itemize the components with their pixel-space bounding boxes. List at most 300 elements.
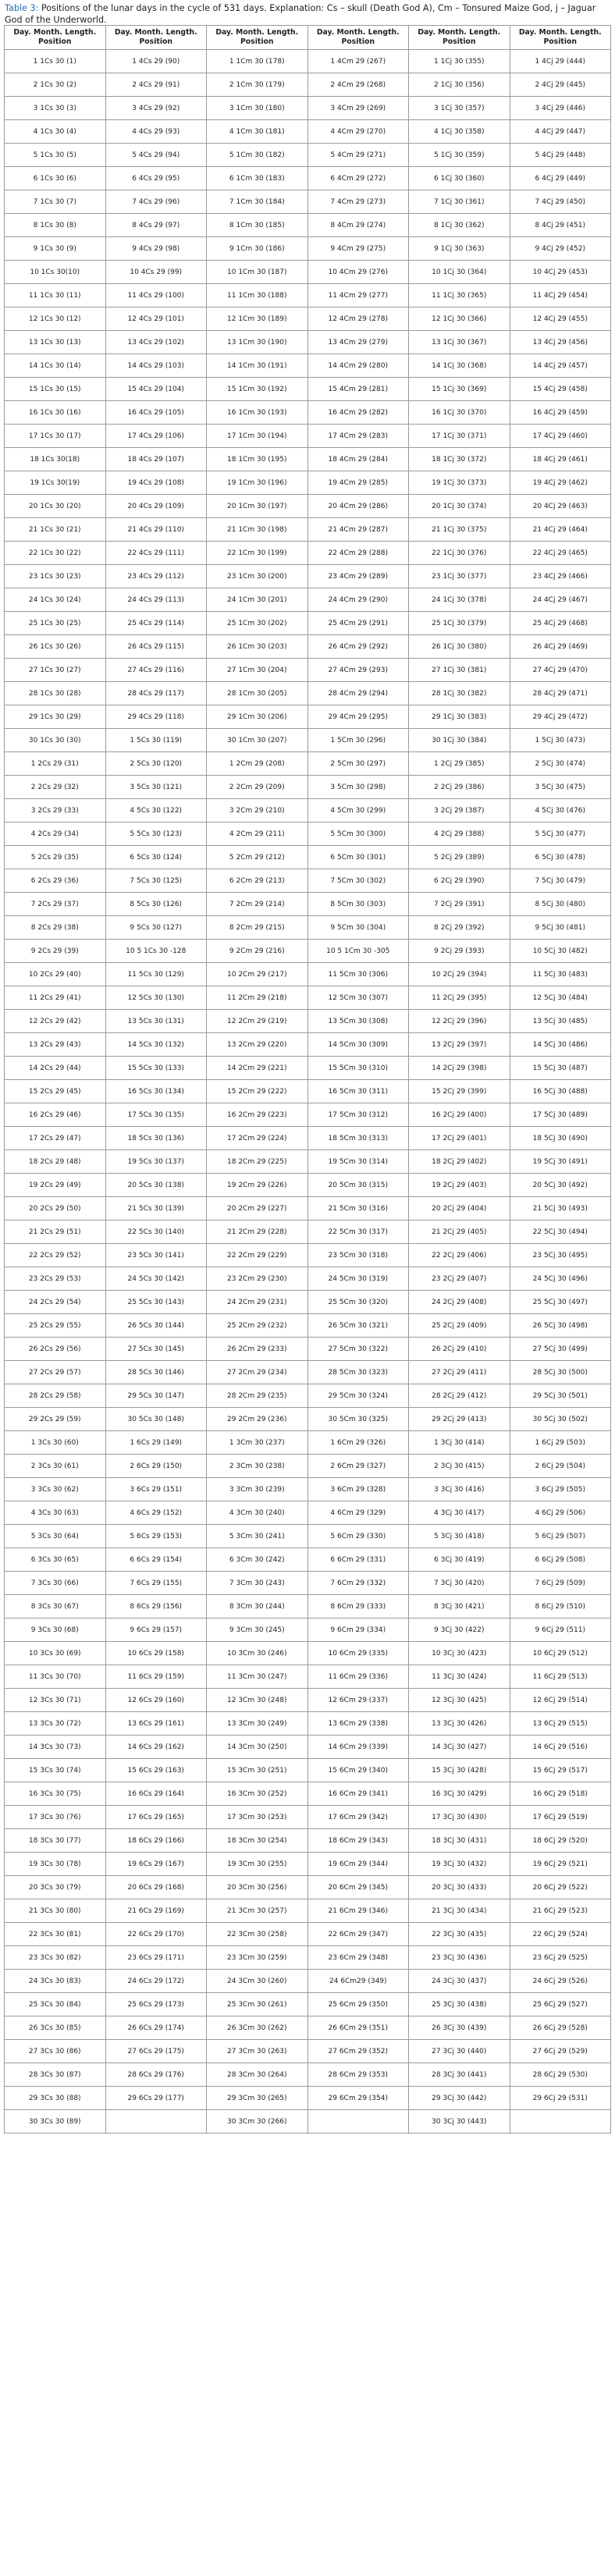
table-cell: 20 1Cj 30 (374) (409, 495, 510, 518)
table-cell: 17 1Cs 30 (17) (5, 425, 106, 448)
table-row (5, 1970, 611, 1993)
table-cell: 25 5Cs 30 (143) (105, 1291, 207, 1314)
table-cell: 25 5Cj 30 (497) (510, 1291, 611, 1314)
table-cell: 24 5Cm 30 (319) (308, 1267, 409, 1291)
table-cell: 18 2Cm 29 (225) (207, 1150, 308, 1174)
lunar-days-table (4, 25, 611, 2134)
table-cell: 14 6Cs 29 (162) (105, 1736, 207, 1759)
table-cell: 8 2Cm 29 (215) (207, 916, 308, 940)
table-row (5, 565, 611, 588)
table-cell: 22 5Cs 30 (140) (105, 1220, 207, 1244)
table-cell: 29 6Cm 29 (354) (308, 2087, 409, 2110)
table-cell: 29 6Cj 29 (531) (510, 2087, 611, 2110)
table-cell: 16 6Cm 29 (341) (308, 1782, 409, 1806)
table-cell: 18 1Cj 30 (372) (409, 448, 510, 471)
table-cell: 8 4Cm 29 (274) (308, 214, 409, 237)
table-row (5, 471, 611, 495)
table-cell: 27 2Cs 29 (57) (5, 1361, 106, 1384)
table-cell: 2 1Cm 30 (179) (207, 73, 308, 97)
table-cell: 9 4Cm 29 (275) (308, 237, 409, 261)
table-cell: 26 1Cj 30 (380) (409, 635, 510, 659)
table-cell: 3 1Cj 30 (357) (409, 97, 510, 120)
table-cell: 2 3Cs 30 (61) (5, 1455, 106, 1478)
table-cell: 15 2Cs 29 (45) (5, 1080, 106, 1103)
table-cell: 3 5Cj 30 (475) (510, 776, 611, 799)
table-cell: 19 5Cj 30 (491) (510, 1150, 611, 1174)
table-cell: 2 5Cm 30 (297) (308, 752, 409, 776)
table-cell: 3 3Cm 30 (239) (207, 1478, 308, 1501)
table-cell: 4 2Cj 29 (388) (409, 823, 510, 846)
table-cell: 28 2Cs 29 (58) (5, 1384, 106, 1408)
table-row (5, 1501, 611, 1525)
table-cell: 19 4Cj 29 (462) (510, 471, 611, 495)
table-row (5, 1853, 611, 1876)
table-cell: 9 2Cs 29 (39) (5, 940, 106, 963)
table-cell: 7 1Cs 30 (7) (5, 190, 106, 214)
table-row (5, 916, 611, 940)
table-cell: 10 3Cm 30 (246) (207, 1642, 308, 1665)
table-cell: 20 3Cj 30 (433) (409, 1876, 510, 1899)
table-cell: 10 1Cs 30(10) (5, 261, 106, 284)
table-cell: 3 5Cm 30 (298) (308, 776, 409, 799)
table-cell: 9 6Cm 29 (334) (308, 1618, 409, 1642)
table-cell: 6 4Cj 29 (449) (510, 167, 611, 190)
table-row (5, 940, 611, 963)
table-cell: 17 4Cm 29 (283) (308, 425, 409, 448)
table-cell (308, 2110, 409, 2134)
table-cell: 3 2Cj 29 (387) (409, 799, 510, 823)
table-cell: 10 5 1Cs 30 -128 (105, 940, 207, 963)
table-cell: 7 4Cm 29 (273) (308, 190, 409, 214)
table-cell: 25 6Cj 29 (527) (510, 1993, 611, 2016)
table-cell: 9 4Cj 29 (452) (510, 237, 611, 261)
table-cell: 19 2Cs 29 (49) (5, 1174, 106, 1197)
table-cell: 19 3Cj 30 (432) (409, 1853, 510, 1876)
table-row (5, 73, 611, 97)
table-cell: 26 1Cm 30 (203) (207, 635, 308, 659)
table-cell: 23 2Cm 29 (230) (207, 1267, 308, 1291)
table-cell: 22 3Cs 30 (81) (5, 1923, 106, 1946)
table-row (5, 50, 611, 73)
table-cell: 17 2Cj 29 (401) (409, 1127, 510, 1150)
table-cell: 26 4Cm 29 (292) (308, 635, 409, 659)
table-cell: 12 4Cj 29 (455) (510, 307, 611, 331)
table-cell: 8 3Cs 30 (67) (5, 1595, 106, 1618)
table-cell: 8 5Cs 30 (126) (105, 893, 207, 916)
table-cell: 29 1Cs 30 (29) (5, 705, 106, 729)
table-cell: 2 6Cm 29 (327) (308, 1455, 409, 1478)
table-cell: 23 4Cm 29 (289) (308, 565, 409, 588)
table-cell: 4 2Cs 29 (34) (5, 823, 106, 846)
table-cell: 11 4Cm 29 (277) (308, 284, 409, 307)
table-cell: 19 2Cj 29 (403) (409, 1174, 510, 1197)
table-cell: 3 6Cs 29 (151) (105, 1478, 207, 1501)
table-cell: 8 5Cm 30 (303) (308, 893, 409, 916)
table-cell: 14 4Cs 29 (103) (105, 354, 207, 378)
table-cell: 12 6Cj 29 (514) (510, 1689, 611, 1712)
table-cell: 6 1Cs 30 (6) (5, 167, 106, 190)
table-cell: 28 5Cm 30 (323) (308, 1361, 409, 1384)
table-cell: 24 2Cj 29 (408) (409, 1291, 510, 1314)
table-cell: 4 2Cm 29 (211) (207, 823, 308, 846)
table-row (5, 986, 611, 1010)
table-row (5, 682, 611, 705)
table-cell: 11 6Cm 29 (336) (308, 1665, 409, 1689)
table-row (5, 1572, 611, 1595)
table-cell: 6 6Cm 29 (331) (308, 1548, 409, 1572)
table-cell: 14 4Cj 29 (457) (510, 354, 611, 378)
table-cell: 1 6Cj 29 (503) (510, 1431, 611, 1455)
table-cell: 10 3Cs 30 (69) (5, 1642, 106, 1665)
table-cell: 17 6Cs 29 (165) (105, 1806, 207, 1829)
table-cell: 2 1Cj 30 (356) (409, 73, 510, 97)
table-cell: 1 5Cs 30 (119) (105, 729, 207, 752)
table-row (5, 237, 611, 261)
table-cell: 27 3Cj 30 (440) (409, 2040, 510, 2063)
table-cell: 23 5Cs 30 (141) (105, 1244, 207, 1267)
table-cell: 16 5Cm 30 (311) (308, 1080, 409, 1103)
table-cell: 26 3Cj 30 (439) (409, 2016, 510, 2040)
table-cell: 28 2Cj 29 (412) (409, 1384, 510, 1408)
table-cell: 7 5Cj 30 (479) (510, 869, 611, 893)
table-cell: 21 3Cs 30 (80) (5, 1899, 106, 1923)
table-cell: 30 1Cj 30 (384) (409, 729, 510, 752)
table-cell: 24 1Cm 30 (201) (207, 588, 308, 612)
table-cell: 26 5Cj 30 (498) (510, 1314, 611, 1338)
table-cell: 28 6Cj 29 (530) (510, 2063, 611, 2087)
table-row (5, 2040, 611, 2063)
table-cell: 17 6Cm 29 (342) (308, 1806, 409, 1829)
table-cell: 21 5Cm 30 (316) (308, 1197, 409, 1220)
table-cell: 5 6Cj 29 (507) (510, 1525, 611, 1548)
table-row (5, 97, 611, 120)
table-cell: 20 2Cs 29 (50) (5, 1197, 106, 1220)
table-cell: 24 2Cs 29 (54) (5, 1291, 106, 1314)
table-cell: 13 1Cj 30 (367) (409, 331, 510, 354)
table-caption (0, 0, 615, 25)
table-cell: 23 5Cj 30 (495) (510, 1244, 611, 1267)
table-cell: 16 4Cm 29 (282) (308, 401, 409, 425)
table-row (5, 1010, 611, 1033)
table-cell: 8 1Cm 30 (185) (207, 214, 308, 237)
table-cell: 7 3Cs 30 (66) (5, 1572, 106, 1595)
table-row (5, 542, 611, 565)
table-cell: 15 4Cs 29 (104) (105, 378, 207, 401)
table-cell: 13 1Cs 30 (13) (5, 331, 106, 354)
table-cell: 21 2Cm 29 (228) (207, 1220, 308, 1244)
table-row (5, 401, 611, 425)
table-row (5, 1127, 611, 1150)
table-cell: 24 6Cm29 (349) (308, 1970, 409, 1993)
table-cell: 4 1Cm 30 (181) (207, 120, 308, 144)
table-cell: 22 4Cm 29 (288) (308, 542, 409, 565)
table-cell: 24 4Cm 29 (290) (308, 588, 409, 612)
table-cell: 23 4Cj 29 (466) (510, 565, 611, 588)
table-cell: 27 2Cj 29 (411) (409, 1361, 510, 1384)
table-cell: 7 2Cs 29 (37) (5, 893, 106, 916)
table-cell: 24 3Cs 30 (83) (5, 1970, 106, 1993)
table-cell: 25 5Cm 30 (320) (308, 1291, 409, 1314)
table-cell: 16 4Cj 29 (459) (510, 401, 611, 425)
table-cell: 25 4Cs 29 (114) (105, 612, 207, 635)
table-cell: 9 1Cs 30 (9) (5, 237, 106, 261)
table-cell: 9 3Cs 30 (68) (5, 1618, 106, 1642)
table-cell: 8 4Cj 29 (451) (510, 214, 611, 237)
table-cell: 5 2Cm 29 (212) (207, 846, 308, 869)
table-cell: 6 3Cj 30 (419) (409, 1548, 510, 1572)
table-row (5, 1618, 611, 1642)
table-cell: 22 4Cj 29 (465) (510, 542, 611, 565)
table-cell: 29 4Cs 29 (118) (105, 705, 207, 729)
table-cell: 21 4Cs 29 (110) (105, 518, 207, 542)
table-cell: 16 2Cj 29 (400) (409, 1103, 510, 1127)
table-cell: 21 4Cm 29 (287) (308, 518, 409, 542)
table-cell: 17 5Cj 30 (489) (510, 1103, 611, 1127)
table-cell: 12 4Cs 29 (101) (105, 307, 207, 331)
table-cell: 19 3Cm 30 (255) (207, 1853, 308, 1876)
table-row (5, 823, 611, 846)
table-cell: 28 3Cs 30 (87) (5, 2063, 106, 2087)
table-cell: 20 5Cj 30 (492) (510, 1174, 611, 1197)
table-cell: 12 3Cm 30 (248) (207, 1689, 308, 1712)
table-row (5, 1314, 611, 1338)
table-cell: 13 6Cs 29 (161) (105, 1712, 207, 1736)
table-cell: 9 6Cj 29 (511) (510, 1618, 611, 1642)
table-cell: 2 2Cj 29 (386) (409, 776, 510, 799)
table-cell: 10 3Cj 30 (423) (409, 1642, 510, 1665)
table-cell: 28 6Cm 29 (353) (308, 2063, 409, 2087)
table-cell: 29 3Cj 30 (442) (409, 2087, 510, 2110)
table-cell: 9 4Cs 29 (98) (105, 237, 207, 261)
table-row (5, 1338, 611, 1361)
table-cell: 6 5Cm 30 (301) (308, 846, 409, 869)
table-cell: 8 6Cj 29 (510) (510, 1595, 611, 1618)
table-cell: 21 3Cj 30 (434) (409, 1899, 510, 1923)
table-cell: 14 3Cm 30 (250) (207, 1736, 308, 1759)
table-cell: 27 4Cj 29 (470) (510, 659, 611, 682)
table-cell: 11 2Cs 29 (41) (5, 986, 106, 1010)
table-cell: 29 5Cs 30 (147) (105, 1384, 207, 1408)
table-cell: 13 1Cm 30 (190) (207, 331, 308, 354)
table-row (5, 1665, 611, 1689)
table-cell: 3 4Cm 29 (269) (308, 97, 409, 120)
column-header: Day. Month. Length. Position (5, 26, 106, 50)
table-cell: 5 3Cs 30 (64) (5, 1525, 106, 1548)
table-row (5, 1431, 611, 1455)
table-cell: 29 6Cs 29 (177) (105, 2087, 207, 2110)
table-cell: 16 1Cs 30 (16) (5, 401, 106, 425)
table-cell: 14 3Cj 30 (427) (409, 1736, 510, 1759)
table-cell: 18 3Cj 30 (431) (409, 1829, 510, 1853)
table-cell: 25 1Cs 30 (25) (5, 612, 106, 635)
table-cell: 11 1Cs 30 (11) (5, 284, 106, 307)
table-row (5, 1197, 611, 1220)
table-cell: 12 5Cm 30 (307) (308, 986, 409, 1010)
table-cell: 6 6Cj 29 (508) (510, 1548, 611, 1572)
table-cell: 27 6Cj 29 (529) (510, 2040, 611, 2063)
table-cell: 20 4Cj 29 (463) (510, 495, 611, 518)
table-cell: 30 5Cs 30 (148) (105, 1408, 207, 1431)
table-row (5, 1291, 611, 1314)
table-row (5, 144, 611, 167)
table-cell: 17 4Cs 29 (106) (105, 425, 207, 448)
table-cell: 22 2Cm 29 (229) (207, 1244, 308, 1267)
table-cell: 12 3Cs 30 (71) (5, 1689, 106, 1712)
table-cell: 2 1Cs 30 (2) (5, 73, 106, 97)
table-row (5, 1455, 611, 1478)
table-cell: 6 5Cs 30 (124) (105, 846, 207, 869)
table-cell: 19 5Cs 30 (137) (105, 1150, 207, 1174)
table-cell: 22 6Cs 29 (170) (105, 1923, 207, 1946)
table-cell: 10 5 1Cm 30 -305 (308, 940, 409, 963)
table-cell: 25 2Cs 29 (55) (5, 1314, 106, 1338)
table-cell: 18 3Cs 30 (77) (5, 1829, 106, 1853)
table-cell: 6 1Cm 30 (183) (207, 167, 308, 190)
table-cell: 5 2Cs 29 (35) (5, 846, 106, 869)
table-cell: 7 4Cj 29 (450) (510, 190, 611, 214)
table-cell: 22 1Cm 30 (199) (207, 542, 308, 565)
table-cell: 28 4Cm 29 (294) (308, 682, 409, 705)
table-cell: 18 5Cj 30 (490) (510, 1127, 611, 1150)
table-cell: 1 4Cs 29 (90) (105, 50, 207, 73)
table-cell: 19 3Cs 30 (78) (5, 1853, 106, 1876)
table-cell: 26 6Cj 29 (528) (510, 2016, 611, 2040)
table-cell: 7 1Cm 30 (184) (207, 190, 308, 214)
table-cell: 15 6Cj 29 (517) (510, 1759, 611, 1782)
table-cell: 1 3Cj 30 (414) (409, 1431, 510, 1455)
table-cell: 11 5Cs 30 (129) (105, 963, 207, 986)
table-cell: 4 5Cm 30 (299) (308, 799, 409, 823)
table-row (5, 425, 611, 448)
table-cell: 24 1Cs 30 (24) (5, 588, 106, 612)
table-cell: 25 3Cj 30 (438) (409, 1993, 510, 2016)
table-cell: 27 1Cj 30 (381) (409, 659, 510, 682)
table-cell: 7 5Cm 30 (302) (308, 869, 409, 893)
table-cell: 14 1Cj 30 (368) (409, 354, 510, 378)
table-cell: 24 5Cs 30 (142) (105, 1267, 207, 1291)
table-cell: 7 6Cs 29 (155) (105, 1572, 207, 1595)
table-cell: 18 4Cm 29 (284) (308, 448, 409, 471)
table-cell: 4 1Cs 30 (4) (5, 120, 106, 144)
table-cell: 28 1Cm 30 (205) (207, 682, 308, 705)
table-row (5, 307, 611, 331)
table-cell: 11 3Cj 30 (424) (409, 1665, 510, 1689)
table-cell: 13 3Cj 30 (426) (409, 1712, 510, 1736)
table-cell: 7 3Cj 30 (420) (409, 1572, 510, 1595)
table-cell: 4 3Cs 30 (63) (5, 1501, 106, 1525)
table-cell: 18 6Cs 29 (166) (105, 1829, 207, 1853)
table-row (5, 846, 611, 869)
table-cell: 26 2Cm 29 (233) (207, 1338, 308, 1361)
column-header: Day. Month. Length. Position (207, 26, 308, 50)
table-cell: 25 1Cm 30 (202) (207, 612, 308, 635)
column-header: Day. Month. Length. Position (510, 26, 611, 50)
table-cell: 29 2Cs 29 (59) (5, 1408, 106, 1431)
table-cell: 7 6Cj 29 (509) (510, 1572, 611, 1595)
table-cell: 1 2Cm 29 (208) (207, 752, 308, 776)
table-cell: 9 3Cm 30 (245) (207, 1618, 308, 1642)
table-cell: 22 1Cj 30 (376) (409, 542, 510, 565)
table-cell: 20 3Cs 30 (79) (5, 1876, 106, 1899)
table-cell: 2 4Cs 29 (91) (105, 73, 207, 97)
table-cell: 22 6Cj 29 (524) (510, 1923, 611, 1946)
table-row (5, 893, 611, 916)
table-cell: 10 2Cs 29 (40) (5, 963, 106, 986)
table-cell: 3 5Cs 30 (121) (105, 776, 207, 799)
table-cell: 22 5Cm 30 (317) (308, 1220, 409, 1244)
table-cell: 29 4Cj 29 (472) (510, 705, 611, 729)
table-cell: 14 1Cm 30 (191) (207, 354, 308, 378)
table-cell: 22 1Cs 30 (22) (5, 542, 106, 565)
table-cell: 2 5Cj 30 (474) (510, 752, 611, 776)
table-row (5, 448, 611, 471)
table-cell (105, 2110, 207, 2134)
table-cell: 14 5Cj 30 (486) (510, 1033, 611, 1057)
table-cell: 9 1Cj 30 (363) (409, 237, 510, 261)
table-cell: 16 3Cm 30 (252) (207, 1782, 308, 1806)
table-cell: 15 1Cs 30 (15) (5, 378, 106, 401)
table-cell: 9 6Cs 29 (157) (105, 1618, 207, 1642)
table-cell: 12 2Cj 29 (396) (409, 1010, 510, 1033)
table-cell: 11 4Cj 29 (454) (510, 284, 611, 307)
table-cell: 26 3Cm 30 (262) (207, 2016, 308, 2040)
table-cell: 12 1Cs 30 (12) (5, 307, 106, 331)
lunar-days-table-container (0, 25, 615, 2134)
table-row (5, 1384, 611, 1408)
table-cell: 16 1Cm 30 (193) (207, 401, 308, 425)
table-row (5, 1642, 611, 1665)
table-cell: 20 6Cj 29 (522) (510, 1876, 611, 1899)
table-row (5, 1267, 611, 1291)
table-cell: 7 1Cj 30 (361) (409, 190, 510, 214)
table-row (5, 1689, 611, 1712)
table-cell: 2 6Cs 29 (150) (105, 1455, 207, 1478)
table-cell: 8 5Cj 30 (480) (510, 893, 611, 916)
table-cell: 23 2Cs 29 (53) (5, 1267, 106, 1291)
table-row (5, 261, 611, 284)
table-cell: 2 2Cm 29 (209) (207, 776, 308, 799)
table-cell: 18 2Cj 29 (402) (409, 1150, 510, 1174)
table-row (5, 659, 611, 682)
table-row (5, 2110, 611, 2134)
table-cell: 28 6Cs 29 (176) (105, 2063, 207, 2087)
table-cell: 13 5Cs 30 (131) (105, 1010, 207, 1033)
table-cell: 29 1Cm 30 (206) (207, 705, 308, 729)
table-cell: 16 4Cs 29 (105) (105, 401, 207, 425)
table-row (5, 1478, 611, 1501)
table-cell: 26 6Cm 29 (351) (308, 2016, 409, 2040)
table-cell: 16 6Cs 29 (164) (105, 1782, 207, 1806)
table-cell: 9 2Cj 29 (393) (409, 940, 510, 963)
table-cell: 15 5Cs 30 (133) (105, 1057, 207, 1080)
table-cell: 12 6Cs 29 (160) (105, 1689, 207, 1712)
table-cell: 23 3Cm 30 (259) (207, 1946, 308, 1970)
table-cell: 15 4Cj 29 (458) (510, 378, 611, 401)
table-cell: 24 5Cj 30 (496) (510, 1267, 611, 1291)
table-row (5, 2087, 611, 2110)
table-cell: 19 6Cs 29 (167) (105, 1853, 207, 1876)
table-cell: 17 2Cs 29 (47) (5, 1127, 106, 1150)
table-cell: 1 5Cj 30 (473) (510, 729, 611, 752)
table-cell: 14 5Cm 30 (309) (308, 1033, 409, 1057)
table-cell: 23 6Cj 29 (525) (510, 1946, 611, 1970)
table-row (5, 2016, 611, 2040)
table-cell: 13 2Cj 29 (397) (409, 1033, 510, 1057)
table-row (5, 1220, 611, 1244)
table-cell: 2 3Cj 30 (415) (409, 1455, 510, 1478)
table-cell: 15 5Cm 30 (310) (308, 1057, 409, 1080)
table-cell: 27 5Cs 30 (145) (105, 1338, 207, 1361)
